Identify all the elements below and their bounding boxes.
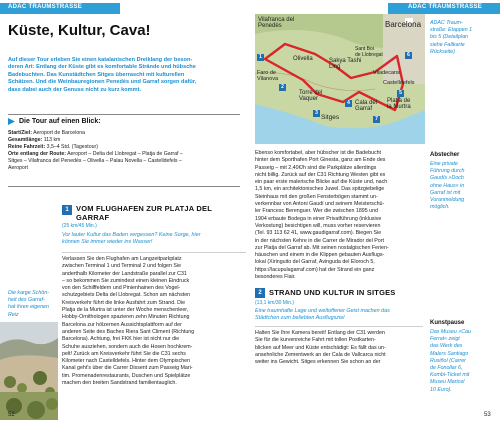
overview-row (8, 151, 240, 158)
map-marker: 2 (279, 84, 286, 91)
kunstpause-text: Das Museu »Cau Ferrat« zeigt das Werk des Malers Santiago Rusiñol (Carrer de Fonollar 6, Kombi-Ticket mit Museu Maricel 10 Euro). (430, 329, 471, 393)
section-number-badge: 2 (255, 288, 265, 298)
teaser-line: Städtchen zum beliebten Ausflugsziel (255, 315, 345, 321)
map-label-torre: Torre del Vaquer (299, 90, 323, 102)
section-2-rule (255, 326, 423, 327)
text-line: Passeig – mit 2,40€/h sind die Parkplätze allerdings (255, 164, 377, 171)
map-marker: 5 (397, 90, 404, 97)
text-line: besonderes Flair. (255, 274, 296, 281)
text-line: Ebenso komfortabel, aber hübscher ist die Badebucht (255, 150, 382, 156)
photo-caption (8, 290, 52, 319)
page-title: Küste, Kultur, Cava! (8, 22, 151, 39)
map-label-sakya: Sakya Tashi Ling (329, 58, 362, 70)
intro-line: deren Art: Entlang der Küste gibt es komfortable Strände und hübsche (8, 64, 196, 71)
landscape-photo (0, 322, 58, 420)
text-line: Platja de la Murtra ist unter der Woche menschenleer, (62, 307, 189, 314)
intro-text (8, 57, 240, 94)
kunstpause-heading: Kunstpause (430, 320, 465, 326)
overview-heading: Die Tour auf einen Blick: (19, 118, 101, 125)
intro-line: Badebuchten. Das Kunstädtchen Sitges überrascht mit kulturellen (8, 71, 185, 78)
map-label-sant-boi: Sant Boi de Llobregat (355, 46, 383, 58)
text-line: Verlassen Sie den Flughafen am Langzeitparkplatz (62, 256, 182, 262)
text-line: Hobby-Ornithologen spazieren zehn Minuten Richtung (62, 314, 190, 321)
section-2-body (255, 330, 423, 366)
abstecher-text: Eine private Führung durch Gaudís »Doch ohne Haus« in Garraf ist mit Voranmeldung möglich. (430, 161, 465, 211)
map-note: ADAC Traum- straße: Etappen 1 bis 5 (Detailplan siehe Faltkarte Rückseite) (430, 20, 473, 55)
text-line: weiter ins Gewicht. Sitges erkennen Sie schon an der (255, 359, 381, 366)
text-line: (Tel. 93 113 62 41, www.gaudigarraf.com). Biegen Sie (255, 230, 382, 237)
text-line: Halten Sie Ihre Kamera bereit! Entlang der C31 werden (255, 330, 385, 336)
section-2-title: STRAND UND KULTUR IN SITGES (269, 288, 396, 297)
text-line: verkennbar von Antoni Gaudí und seinem Meisterschü- (255, 201, 385, 208)
text-line: Steinhaus mit den großen Fensterbögen stammt un- (255, 193, 378, 200)
section-1-title (76, 204, 212, 222)
text-line: in der nächsten Kehre in die Carrer de Mirador del Port (255, 237, 384, 244)
map-label-olivella: Olivella (293, 56, 313, 62)
section-number-badge: 1 (62, 205, 72, 215)
teaser-line: können Sie immer wieder ins Wasser! (62, 239, 153, 245)
teaser-line: Eine traumhafte Lage und weltoffener Geist machen das (255, 308, 390, 314)
text-line: 1,5 km, ein architektonisches Juwel. Das spitzgiebelige (255, 186, 385, 193)
text-line: häuschen und einem in die Klippen gebauten Ausflugs- (255, 252, 385, 259)
text-line: zur Platja del Garraf ab. Mit seinen nostalgischen Ferien- (255, 244, 389, 251)
text-line: – so bekommen Sie zumindest einen kleinen Eindruck (62, 277, 190, 284)
overview-row-label: Gesamtlänge: (8, 137, 43, 144)
overview-row-value: Sitges – Vilafranca del Penedès – Olivella – Palau Novella – Castelldefels – (8, 158, 182, 165)
page-number-right: 53 (484, 412, 491, 418)
section-2-teaser (255, 308, 423, 322)
map-marker: 7 (373, 116, 380, 123)
caption-line: Reiz (8, 311, 19, 318)
overview-row-value: 3,5–4 Std. (Tagestour) (45, 144, 98, 151)
text-line: anderthalb Kilometer der Landstraße parallel zur C31 (62, 270, 187, 277)
section-1-meta: (25 km/45 Min.) (62, 223, 97, 229)
map-label-barcelona: Barcelona (385, 20, 422, 29)
overview-rule-top (8, 114, 240, 115)
text-line: Kilometer nach Castelldefels. Hinter dem Olympischen (62, 358, 191, 365)
text-line: von den Schilffeldern und Pinienhainen des Vogel- (62, 285, 181, 292)
section-1-rule (62, 252, 246, 253)
section-2-meta: (13,1 km/30 Min.) (255, 300, 294, 306)
overview-row-value: 113 km (42, 137, 61, 144)
overview-row-label: Orte entlang der Route: (8, 151, 66, 158)
caption-line: Die karge Schön- (8, 290, 49, 296)
text-line: nicht billig. Zurück auf der C31 Richtung Westen gibt es (255, 171, 386, 178)
overview-row (8, 137, 240, 144)
map-label-murtra: Platja de la Murtra (387, 98, 411, 110)
section-1-body (62, 256, 248, 387)
text-line: Barcelona). Achtung, frei FKK hier ist nicht nur die (62, 336, 180, 343)
text-line: lokal (Xiringuito del Garraf, Avinguda del Eloroch 5, (255, 259, 375, 266)
overview-row-label: Reine Fahrzeit: (8, 144, 46, 151)
text-line: ler Francesc Berenguer. Wer die zwischen 1895 und (255, 208, 378, 215)
abstecher-heading: Abstecher (430, 152, 460, 158)
overview-row (8, 130, 240, 137)
header-label-right: ADAC TRAUMSTRASSE (408, 4, 483, 10)
map-label-cala: Cala del Garraf (355, 100, 378, 112)
teaser-line: Vor lauter Kultur das Baden vergessen? Keine Sorge, hier (62, 232, 201, 238)
text-line: Verkostung) besichtigen will, muss vorher reservieren (255, 222, 381, 229)
section-1-teaser (62, 232, 246, 246)
section-1-title-line: VOM FLUGHAFEN ZUR PLATJA DEL (76, 204, 213, 213)
intro-line: Auf dieser Tour erleben Sie einen katalanischen Dreiklang der beson- (8, 57, 193, 63)
intro-line: Schätzen. Und die Weinbauregionen Penedès und Garraf sorgen dafür, (8, 79, 197, 86)
caption-line: heit des Garraf- (8, 297, 45, 304)
header-label-left: ADAC TRAUMSTRASSE (8, 4, 83, 10)
text-line: Barcelona zur hölzernen Aussichtsplattform auf der (62, 321, 182, 328)
right-body-text (255, 150, 423, 281)
page-number-left: 52 (8, 412, 15, 418)
text-line: hinter dem Sporthafen Port Ginesta, ganz am Ende des (255, 157, 386, 164)
arrow-icon (8, 118, 15, 125)
intro-line: dass dabei auch der Genuss nicht zu kurz kommt. (8, 86, 142, 93)
overview-box (8, 118, 240, 173)
map-marker: 4 (345, 100, 352, 107)
map-label-castelldefels: Castelldefels (383, 80, 415, 86)
text-line: tim. Promenadenrestaurants, Duschen und Spielplätze (62, 372, 191, 379)
text-line: blicken auf Meer und Küste entschädigt: Es fällt das un- (255, 344, 386, 351)
overview-row-value: Aeroport (8, 165, 28, 172)
overview-row (8, 158, 240, 165)
section-1-title-line: GARRAF (76, 213, 110, 222)
overview-row-value: Aeroport de Barcelona (31, 130, 85, 136)
overview-row (8, 165, 240, 172)
map-marker: 6 (405, 52, 412, 59)
map-label-sitges: Sitges (321, 114, 340, 121)
map-label-viladecans: Viladecans (373, 70, 400, 76)
map-label-vilafranca: Vilafranca del Penedès (258, 17, 295, 29)
text-line: Sie für die kurvenreiche Fahrt mit tollen Postkarten- (255, 337, 376, 344)
text-line: schutzgebiets Delta del Llobregat. Schon am nächsten (62, 292, 191, 299)
map-label-faro: Faro de Vilanova (257, 70, 278, 82)
text-line: zwischen Terminal 1 und Terminal 2 und folgen Sie (62, 263, 182, 270)
overview-row-value: Aeroport – Delta del Llobregat – Platja de Garraf – (65, 151, 183, 158)
text-line: Kanal geht's über die Carrer Dissent zum Passeig Mari- (62, 365, 193, 372)
route-map (255, 14, 425, 144)
text-line: machen den breiten Sandstrand familientauglich. (62, 380, 177, 387)
overview-row (8, 144, 240, 151)
text-line: ein paar erste malerische Blicke auf die Küste und, nach (255, 179, 388, 186)
text-line: https://lacupulagarraf.com) hat der Strand ein ganz (255, 266, 375, 273)
text-line: pelt! Zurück am Kreisverkehr führt Sie die C31 sechs (62, 350, 186, 357)
overview-rule-bottom (8, 186, 240, 187)
overview-row-label: Start/Ziel: (8, 130, 32, 136)
map-marker: 3 (313, 110, 320, 117)
caption-line: hat ihren eigenen (8, 304, 49, 311)
text-line: Schuhe ausziehen, sondern auch die Hosen hochkrem- (62, 343, 193, 350)
text-line: 1904 erbaute Bodega in einer Privatführung (inklusive (255, 215, 382, 222)
text-line: anderen Seite des Baches Riera Sant Climent (Richtung (62, 328, 195, 335)
text-line: Kreisverkehr führt die linke Ausfahrt zum Strand. Die (62, 299, 186, 306)
map-marker: 1 (257, 54, 264, 61)
text-line: ansehnliche Zementwerk an der Cala de Vallcarca nicht (255, 351, 386, 358)
